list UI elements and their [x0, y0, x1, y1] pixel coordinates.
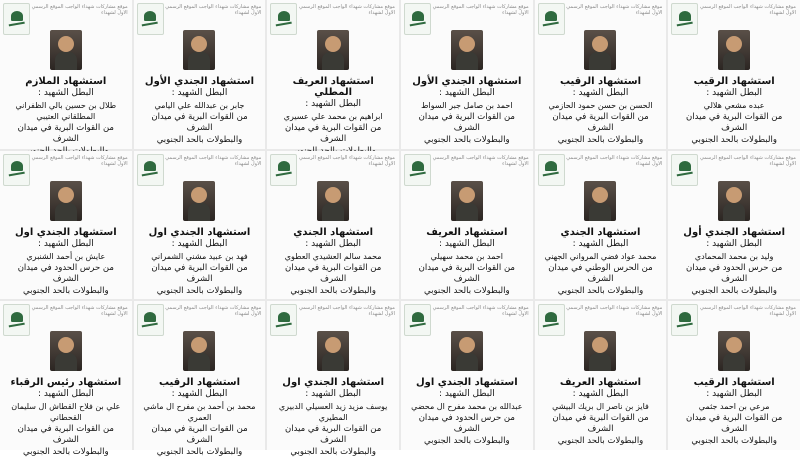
saudi-emblem-icon [3, 154, 30, 186]
memorial-card[interactable] [535, 151, 667, 300]
saudi-emblem-icon [538, 3, 565, 35]
portrait-photo [317, 331, 349, 371]
memorial-card[interactable] [267, 0, 399, 149]
card-name: عبدالله بن محمد مفرح ال محضي [411, 402, 523, 412]
card-desc2: والبطولات بالحد الجنوبي [557, 135, 644, 145]
site-header-text: موقع مشاركات شهداء الواجب الموقع الرسمي الاول لشهداء [699, 305, 796, 318]
card-subtitle: البطل الشهيد : [171, 389, 228, 400]
card-name: عايش بن أحمد الشنبري [26, 251, 106, 261]
memorial-card[interactable] [668, 151, 800, 300]
site-header-text: موقع مشاركات شهداء الواجب الموقع الرسمي الاول لشهداء [566, 305, 663, 318]
card-desc2: والبطولات بالحد الجنوبي [290, 447, 376, 458]
card-desc: من حرس الحدود في ميدان الشرف [418, 413, 515, 435]
card-title: استشهاد العريف [559, 377, 642, 389]
card-subtitle: البطل الشهيد : [572, 389, 629, 400]
saudi-emblem-icon [137, 3, 164, 35]
portrait-photo [50, 30, 82, 70]
portrait-photo [584, 331, 616, 371]
card-desc: من القوات البرية في ميدان الشرف [285, 262, 382, 284]
card-name: محمد بن أحمد بن مفرح ال ماشي العمري [143, 402, 256, 423]
saudi-emblem-icon [3, 304, 30, 336]
saudi-emblem-icon [671, 3, 698, 35]
portrait-photo [718, 331, 750, 371]
portrait-photo [451, 331, 483, 371]
portrait-photo [584, 30, 616, 70]
memorial-card[interactable] [134, 0, 266, 149]
memorial-card[interactable] [134, 301, 266, 458]
card-subtitle: البطل الشهيد : [438, 238, 495, 249]
card-subtitle: البطل الشهيد : [171, 88, 228, 98]
card-desc: من القوات البرية في ميدان الشرف [552, 112, 649, 133]
saudi-emblem-icon [671, 304, 698, 336]
site-header-text: موقع مشاركات شهداء الواجب الموقع الرسمي الاول لشهداء [31, 305, 128, 318]
site-header-text: موقع مشاركات شهداء الواجب الموقع الرسمي الاول لشهداء [699, 4, 796, 16]
card-desc: من القوات البرية في ميدان الشرف [285, 123, 382, 144]
site-header-text: موقع مشاركات شهداء الواجب الموقع الرسمي الاول لشهداء [298, 154, 395, 167]
saudi-emblem-icon [270, 154, 297, 186]
card-desc: من القوات البرية في ميدان الشرف [552, 413, 649, 435]
card-name: الحسن بن حسن حمود الحازمي [548, 101, 653, 110]
card-title: استشهاد الجندي الأول [144, 76, 255, 87]
card-desc2: والبطولات بالحد الجنوبي [156, 285, 243, 296]
site-header-text: موقع مشاركات شهداء الواجب الموقع الرسمي الاول لشهداء [699, 154, 796, 167]
memorial-card[interactable] [0, 151, 132, 300]
card-title: استشهاد الجندي [560, 226, 641, 238]
card-name: علي بن فلاح القطاش ال سليمان القحطاني [11, 402, 121, 423]
card-title: استشهاد الجندي اول [415, 377, 518, 389]
site-header-text: موقع مشاركات شهداء الواجب الموقع الرسمي الاول لشهداء [432, 305, 529, 318]
card-desc: من القوات البرية في ميدان الشرف [285, 424, 382, 446]
card-desc: من القوات البرية في ميدان الشرف [151, 424, 248, 446]
card-desc2: والبطولات بالحد الجنوبي [156, 447, 243, 458]
site-header-text: موقع مشاركات شهداء الواجب الموقع الرسمي الاول لشهداء [165, 154, 262, 167]
card-desc: من القوات البرية في ميدان الشرف [151, 262, 248, 284]
card-desc: من القوات البرية في ميدان الشرف [17, 123, 114, 144]
card-desc: من القوات البرية في ميدان الشرف [418, 262, 515, 284]
card-desc: من القوات البرية في ميدان الشرف [418, 112, 515, 133]
card-subtitle: البطل الشهيد : [706, 389, 763, 400]
saudi-emblem-icon [270, 3, 297, 35]
saudi-emblem-icon [404, 304, 431, 336]
card-desc2: والبطولات بالحد الجنوبي [691, 285, 777, 296]
site-header-text: موقع مشاركات شهداء الواجب الموقع الرسمي الاول لشهداء [165, 4, 262, 16]
card-name: محمد عواد فضي المرواني الجهني [544, 251, 657, 261]
memorial-card[interactable] [668, 301, 800, 450]
portrait-photo [451, 181, 483, 221]
card-title: استشهاد الجندي اول [282, 377, 385, 389]
site-header-text: موقع مشاركات شهداء الواجب الموقع الرسمي الاول لشهداء [432, 4, 529, 16]
card-desc: من القوات البرية في ميدان الشرف [151, 112, 248, 133]
saudi-emblem-icon [137, 304, 164, 336]
card-desc: من القوات البرية في ميدان الشرف [686, 112, 783, 133]
card-desc2: والبطولات بالحد الجنوبي [691, 436, 777, 447]
card-desc2: والبطولات بالحد الجنوبي [156, 135, 243, 145]
card-desc2: والبطولات بالحد الجنوبي [424, 436, 510, 447]
card-desc2: والبطولات بالحد الجنوبي [557, 436, 644, 447]
card-name: يوسف مزيد زيد العسيلي الدبيري المطيري [278, 402, 388, 423]
card-title: استشهاد الرقيب [158, 377, 241, 389]
card-title: استشهاد الرقيب [693, 76, 775, 87]
memorial-card[interactable] [267, 301, 399, 458]
card-title: استشهاد العريف المطلي [292, 76, 374, 98]
portrait-photo [718, 181, 750, 221]
memorial-card[interactable] [401, 151, 533, 300]
card-title: استشهاد الجندي [293, 226, 374, 238]
card-subtitle: البطل الشهيد : [37, 238, 94, 249]
card-subtitle: البطل الشهيد : [171, 238, 228, 249]
portrait-photo [50, 181, 82, 221]
memorial-card[interactable] [0, 301, 132, 458]
card-name: جابر بن عبدالله علي اليامي [154, 101, 245, 110]
site-header-text: موقع مشاركات شهداء الواجب الموقع الرسمي الاول لشهداء [298, 305, 395, 318]
card-subtitle: البطل الشهيد : [305, 238, 362, 249]
card-title: استشهاد الجندي اول [14, 226, 117, 238]
site-header-text: موقع مشاركات شهداء الواجب الموقع الرسمي الاول لشهداء [165, 305, 262, 318]
card-title: استشهاد الجندي اول [148, 226, 251, 238]
card-desc: من حرس الحدود في ميدان الشرف [686, 262, 783, 284]
card-subtitle: البطل الشهيد : [572, 88, 629, 98]
card-desc2: والبطولات بالحد الجنوبي [691, 135, 777, 145]
site-header-text: موقع مشاركات شهداء الواجب الموقع الرسمي الاول لشهداء [566, 154, 663, 167]
card-name: فايز بن ناصر ال بريك البيشي [552, 402, 649, 412]
portrait-photo [317, 30, 349, 70]
card-desc2: والبطولات بالحد الجنوبي [290, 285, 376, 296]
memorial-card[interactable] [401, 0, 533, 149]
card-name: احمد بن محمد سهيلي [430, 251, 503, 261]
card-subtitle: البطل الشهيد : [37, 88, 94, 98]
portrait-photo [183, 331, 215, 371]
card-title: استشهاد الرقيب [559, 76, 642, 87]
saudi-emblem-icon [3, 3, 30, 35]
card-desc2: والبطولات بالحد الجنوبي [424, 135, 510, 145]
saudi-emblem-icon [404, 3, 431, 35]
site-header-text: موقع مشاركات شهداء الواجب الموقع الرسمي الاول لشهداء [31, 4, 128, 16]
memorial-card[interactable] [267, 151, 399, 300]
card-desc2: والبطولات بالحد الجنوبي [557, 285, 644, 296]
card-desc2: والبطولات بالحد الجنوبي [424, 285, 510, 296]
site-header-text: موقع مشاركات شهداء الواجب الموقع الرسمي الاول لشهداء [432, 154, 529, 167]
card-name: محمد سالم العشيدي العطوي [284, 251, 382, 261]
saudi-emblem-icon [137, 154, 164, 186]
memorial-card[interactable] [401, 301, 533, 450]
card-desc: من القوات البرية في ميدان الشرف [17, 424, 114, 446]
memorial-card[interactable] [535, 0, 667, 149]
card-subtitle: البطل الشهيد : [706, 238, 763, 249]
card-title: استشهاد الجندي الأول [412, 76, 522, 87]
portrait-photo [50, 331, 82, 371]
card-name: فهد بن عبيد مشني الشمراني [151, 251, 248, 261]
card-subtitle: البطل الشهيد : [305, 99, 362, 109]
site-header-text: موقع مشاركات شهداء الواجب الموقع الرسمي الاول لشهداء [298, 4, 395, 16]
card-desc: من الحرس الوطني في ميدان الشرف [548, 262, 653, 284]
saudi-emblem-icon [404, 154, 431, 186]
site-header-text: موقع مشاركات شهداء الواجب الموقع الرسمي الاول لشهداء [566, 4, 663, 16]
card-title: استشهاد رئيس الرقباء [10, 377, 122, 389]
card-name: احمد بن صامل جبر السواط [421, 101, 513, 110]
card-name: مرعي بن احمد جثمي [698, 402, 770, 412]
portrait-photo [317, 181, 349, 221]
card-name: ابراهيم بن محمد علي عسيري [283, 112, 383, 121]
card-subtitle: البطل الشهيد : [37, 389, 94, 400]
card-title: استشهاد الملازم [25, 76, 107, 87]
card-subtitle: البطل الشهيد : [438, 389, 495, 400]
card-subtitle: البطل الشهيد : [305, 389, 362, 400]
saudi-emblem-icon [538, 154, 565, 186]
card-subtitle: البطل الشهيد : [706, 88, 763, 98]
card-desc: من حرس الحدود في ميدان الشرف [17, 262, 114, 284]
card-title: استشهاد الجندي أول [683, 226, 786, 238]
saudi-emblem-icon [270, 304, 297, 336]
memorial-card[interactable] [0, 0, 132, 149]
card-subtitle: البطل الشهيد : [438, 88, 495, 98]
card-title: استشهاد الرقيب [693, 377, 775, 389]
card-desc: من القوات البرية في ميدان الشرف [686, 413, 783, 435]
saudi-emblem-icon [671, 154, 698, 186]
portrait-photo [451, 30, 483, 70]
card-desc2: والبطولات بالحد الجنوبي [23, 447, 109, 458]
saudi-emblem-icon [538, 304, 565, 336]
card-name: وليد بن محمد المحمادي [694, 251, 774, 261]
portrait-photo [183, 30, 215, 70]
card-name: عبده مشعي هلالي [703, 101, 765, 110]
site-header-text: موقع مشاركات شهداء الواجب الموقع الرسمي الاول لشهداء [31, 154, 128, 167]
portrait-photo [183, 181, 215, 221]
memorial-card[interactable] [134, 151, 266, 300]
memorial-card[interactable] [668, 0, 800, 149]
card-title: استشهاد العريف [426, 226, 508, 238]
portrait-photo [718, 30, 750, 70]
card-name: طلال بن حسين بالي الظفراني المطلقاني العتيبي [15, 101, 117, 121]
card-subtitle: البطل الشهيد : [572, 238, 629, 249]
card-desc2: والبطولات بالحد الجنوبي [23, 285, 109, 296]
memorial-card[interactable] [535, 301, 667, 450]
portrait-photo [584, 181, 616, 221]
